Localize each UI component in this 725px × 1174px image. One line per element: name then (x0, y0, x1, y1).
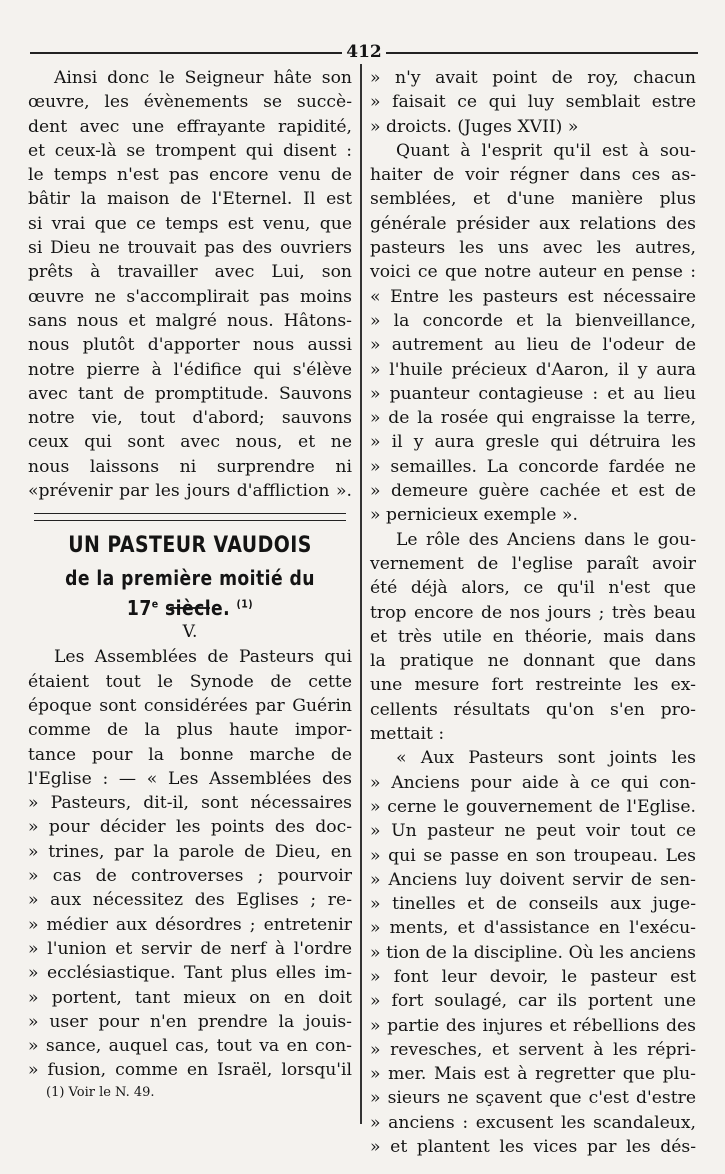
left-paragraph-1 (28, 66, 352, 503)
text-line: si Dieu ne trouvait pas des ouvriers (28, 238, 352, 259)
text-line: » de la rosée qui engraisse la terre, (370, 408, 696, 429)
text-line: » autrement au lieu de l'odeur de (370, 335, 696, 356)
right-paragraph-1 (370, 139, 696, 528)
text-line: » user pour n'en prendre la jouis- (28, 1011, 352, 1032)
text-line: » ments, et d'assistance en l'exécu- (370, 918, 696, 939)
text-line: » portent, tant mieux on en doit (28, 987, 352, 1008)
left-column (28, 66, 352, 1083)
text-line: » demeure guère cachée et est de (370, 481, 696, 502)
text-line: » Anciens luy doivent servir de sen- (370, 869, 696, 890)
text-line: » tion de la discipline. Où les anciens (370, 942, 696, 963)
right-column (370, 66, 696, 1159)
text-line: cellents résultats qu'on s'en pro- (370, 699, 696, 720)
text-line: été déjà alors, ce qu'il n'est que (370, 578, 696, 599)
text-line: » anciens : excusent les scandaleux, (370, 1112, 696, 1133)
text-line: une mesure fort restreinte les ex- (370, 675, 696, 696)
text-line: « Entre les pasteurs est nécessaire (370, 286, 696, 307)
text-line: haiter de voir régner dans ces as- (370, 165, 696, 186)
right-paragraph-2 (370, 528, 696, 747)
text-line: » faisait ce qui luy semblait estre (370, 92, 696, 113)
left-paragraph-2 (28, 645, 352, 1082)
article-subtitle-sup: e (151, 597, 159, 611)
text-line: nous laissons ni surprendre ni (28, 456, 352, 477)
text-line: voici ce que notre auteur en pense : (370, 262, 696, 283)
text-line: œuvre ne s'accomplirait pas moins (28, 286, 352, 307)
double-rule-separator (34, 513, 346, 521)
text-line: » l'huile précieux d'Aaron, il y aura (370, 359, 696, 380)
text-line: » la concorde et la bienveillance, (370, 310, 696, 331)
text-line: générale présider aux relations des (370, 213, 696, 234)
text-line: l'Eglise : — « Les Assemblées des (28, 768, 352, 789)
text-line: » tinelles et de conseils aux juge- (370, 894, 696, 915)
article-subtitle-tail: siècle. (158, 596, 231, 621)
text-line: » revesches, et servent à les répri- (370, 1039, 696, 1060)
text-line: œuvre, les évènements se succè- (28, 92, 352, 113)
text-line: si vrai que ce temps est venu, que (28, 213, 352, 234)
text-line: » semailles. La concorde fardée ne (370, 456, 696, 477)
text-line: prêts à travailler avec Lui, son (28, 262, 352, 283)
right-paragraph-0 (370, 66, 696, 139)
right-paragraph-3 (370, 746, 696, 1159)
footnote-reference: (1) (236, 597, 254, 611)
text-line: ceux qui sont avec nous, et ne (28, 432, 352, 453)
text-line: » médier aux désordres ; entretenir (28, 914, 352, 935)
text-line: » l'union et servir de nerf à l'ordre (28, 938, 352, 959)
text-line: Les Assemblées de Pasteurs qui (54, 647, 352, 668)
text-line: » cas de controverses ; pourvoir (28, 866, 352, 887)
text-line: » et plantent les vices par les dés- (370, 1137, 696, 1158)
text-line: » puanteur contagieuse : et au lieu (370, 383, 696, 404)
column-divider (360, 64, 362, 1124)
text-line: bâtir la maison de l'Eternel. Il est (28, 189, 352, 210)
text-line: » font leur devoir, le pasteur est (370, 966, 696, 987)
text-line: «prévenir par les jours d'affliction ». (28, 481, 352, 502)
page-number: 412 (342, 42, 386, 62)
text-line: époque sont considérées par Guérin (28, 695, 352, 716)
text-line: vernement de l'eglise paraît avoir (370, 553, 696, 574)
text-line: » mer. Mais est à regretter que plu- (370, 1064, 696, 1085)
text-line: » trines, par la parole de Dieu, en (28, 841, 352, 862)
text-line: le temps n'est pas encore venu de (28, 165, 352, 186)
text-line: pasteurs les uns avec les autres, (370, 238, 696, 259)
text-line: comme de la plus haute impor- (28, 720, 352, 741)
text-line: tance pour la bonne marche de (28, 744, 352, 765)
text-line: mettait : (370, 724, 445, 745)
text-line: » cerne le gouvernement de l'Eglise. (370, 796, 696, 817)
text-line: sans nous et malgré nous. Hâtons- (28, 310, 352, 331)
text-line: » qui se passe en son troupeau. Les (370, 845, 696, 866)
text-line: » Pasteurs, dit-il, sont nécessaires (28, 793, 352, 814)
text-line: » aux nécessitez des Eglises ; re- (28, 890, 352, 911)
text-line: et très utile en théorie, mais dans (370, 626, 696, 647)
text-line: » fusion, comme en Israël, lorsqu'il (28, 1060, 352, 1081)
text-line: » partie des injures et rébellions des (370, 1015, 696, 1036)
text-line: Ainsi donc le Seigneur hâte son (54, 68, 352, 88)
text-line: dent avec une effrayante rapidité, (28, 116, 352, 137)
text-line: » n'y avait point de roy, chacun (370, 68, 696, 88)
text-line: » pour décider les points des doc- (28, 817, 352, 838)
text-line: » Un pasteur ne peut voir tout ce (370, 821, 696, 842)
text-line: semblées, et d'une manière plus (370, 189, 696, 210)
article-subtitle (51, 563, 330, 621)
footnote: (1) Voir le N. 49. (46, 1085, 155, 1100)
text-line: « Aux Pasteurs sont joints les (396, 748, 696, 769)
text-line: étaient tout le Synode de cette (28, 671, 352, 692)
text-line: Le rôle des Anciens dans le gou- (396, 529, 696, 550)
text-line: » il y aura gresle qui détruira les (370, 432, 696, 453)
text-line: » sieurs ne sçavent que c'est d'estre (370, 1088, 696, 1109)
text-line: trop encore de nos jours ; très beau (370, 602, 696, 623)
article-subtitle-text: de la première moitié du 17 (65, 566, 315, 621)
text-line: nous plutôt d'apporter nous aussi (28, 335, 352, 356)
text-line: » pernicieux exemple ». (370, 505, 578, 526)
section-number: V. (182, 622, 198, 643)
text-line: notre pierre à l'édifice qui s'élève (28, 359, 352, 380)
text-line: la pratique ne donnant que dans (370, 651, 696, 672)
text-line: » droicts. (Juges XVII) » (370, 116, 579, 137)
text-line: » Anciens pour aide à ce qui con- (370, 772, 696, 793)
text-line: et ceux-là se trompent qui disent : (28, 140, 352, 161)
text-line: notre vie, tout d'abord; sauvons (28, 408, 352, 429)
text-line: avec tant de promptitude. Sauvons (28, 383, 352, 404)
text-line: » ecclésiastique. Tant plus elles im- (28, 963, 352, 984)
text-line: » sance, auquel cas, tout va en con- (28, 1036, 352, 1057)
text-line: Quant à l'esprit qu'il est à sou- (396, 140, 696, 161)
article-title: UN PASTEUR VAUDOIS (68, 533, 312, 559)
text-line: » fort soulagé, car ils portent une (370, 991, 696, 1012)
